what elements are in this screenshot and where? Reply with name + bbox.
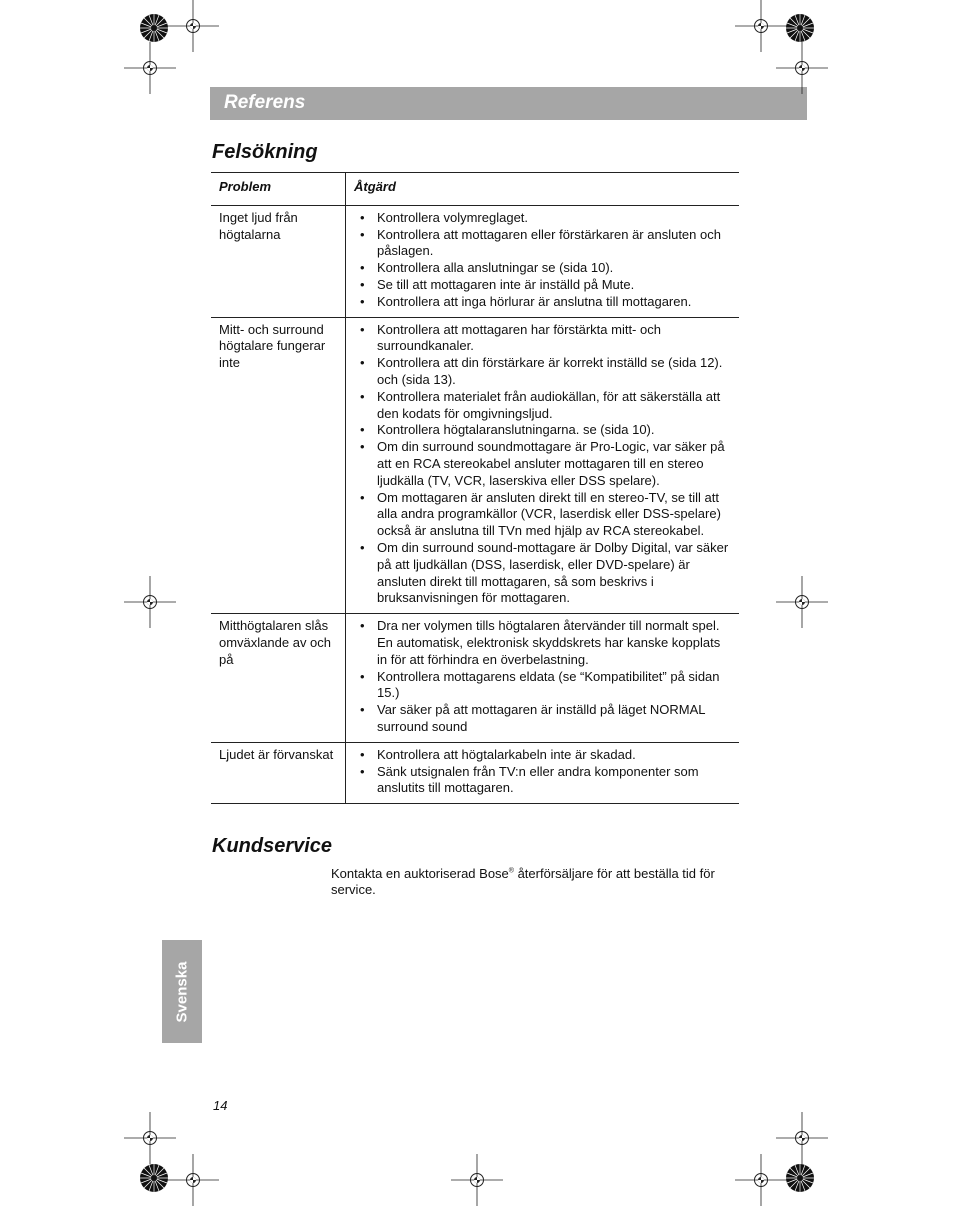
list-item: • Kontrollera att högtalarkabeln inte är skadad.	[360, 747, 731, 764]
list-item: • Kontrollera materialet från audiokällan, för att säkerställa att den kodats för omgivningsljud.	[360, 389, 731, 423]
registration-crosshair-icon	[451, 1154, 503, 1206]
registration-crosshair-icon	[167, 1154, 219, 1206]
list-item: • Kontrollera högtalaranslutningarna. se (sida 10).	[360, 422, 731, 439]
registration-star-icon	[786, 1164, 814, 1192]
list-item: • Dra ner volymen tills högtalaren återvänder till normalt spel. En automatisk, elektronisk skyddskrets har kanske kopplats in för att förhindra en överbelastning.	[360, 618, 731, 668]
registration-crosshair-icon	[776, 1112, 828, 1164]
list-item: • Kontrollera mottagarens eldata (se “Kompatibilitet” på sidan 15.)	[360, 669, 731, 703]
registration-crosshair-icon	[776, 576, 828, 628]
registration-crosshair-icon	[735, 0, 787, 52]
registration-crosshair-icon	[124, 576, 176, 628]
problem-cell: Mitthögtalaren slås omväxlande av och på	[211, 614, 346, 743]
registration-star-icon	[786, 14, 814, 42]
registration-crosshair-icon	[124, 1112, 176, 1164]
list-item: • Om din surround soundmottagare är Pro-Logic, var säker på att en RCA stereokabel ansluter mottagaren till en stereo ljudkälla (TV, VCR, laserskiva eller DSS spelare).	[360, 439, 731, 489]
list-item: • Kontrollera alla anslutningar se (sida 10).	[360, 260, 731, 277]
problem-cell: Inget ljud från högtalarna	[211, 205, 346, 317]
list-item: • Kontrollera volymreglaget.	[360, 210, 731, 227]
registration-crosshair-icon	[167, 0, 219, 52]
customer-service-text-start: Kontakta en auktoriserad Bose	[331, 866, 509, 881]
problem-cell: Ljudet är förvanskat	[211, 742, 346, 803]
list-item: • Se till att mottagaren inte är inställd på Mute.	[360, 277, 731, 294]
registration-star-icon	[140, 14, 168, 42]
language-label: Svenska	[173, 961, 191, 1022]
column-header-action: Åtgärd	[346, 173, 740, 206]
registration-crosshair-icon	[735, 1154, 787, 1206]
registration-crosshair-icon	[124, 42, 176, 94]
troubleshooting-title: Felsökning	[212, 141, 318, 163]
page-number: 14	[213, 1098, 228, 1113]
list-item: • Kontrollera att din förstärkare är korrekt inställd se (sida 12). och (sida 13).	[360, 355, 731, 389]
list-item: • Kontrollera att mottagaren eller förstärkaren är ansluten och påslagen.	[360, 227, 731, 261]
list-item: • Var säker på att mottagaren är inställd på läget NORMAL surround sound	[360, 702, 731, 736]
header-title: Referens	[224, 92, 306, 113]
list-item: • Om mottagaren är ansluten direkt till en stereo-TV, se till att alla andra programkällor (VCR, laserdisk eller DSS-spelare) också är anslutna till TVn med hjälp av RCA stereokabel.	[360, 490, 731, 540]
column-header-problem: Problem	[211, 173, 346, 206]
list-item: • Kontrollera att inga hörlurar är anslutna till mottagaren.	[360, 294, 731, 311]
list-item: • Om din surround sound-mottagare är Dolby Digital, var säker på att ljudkällan (DSS, laserdisk, eller DVD-spelare) är ansluten direkt till mottagaren, så som beskrivs i bruksanvisningen för mottagaren.	[360, 540, 731, 607]
list-item: • Kontrollera att mottagaren har förstärkta mitt- och surroundkanaler.	[360, 322, 731, 356]
customer-service-text-end: återförsäljare för att beställa tid för service.	[331, 866, 715, 897]
customer-service-title: Kundservice	[212, 835, 333, 857]
registration-crosshair-icon	[776, 42, 828, 94]
registered-mark: ®	[508, 867, 514, 875]
problem-cell: Mitt- och surround högtalare fungerar inte	[211, 317, 346, 614]
list-item: • Sänk utsignalen från TV:n eller andra komponenter som anslutits till mottagaren.	[360, 764, 731, 798]
registration-star-icon	[140, 1164, 168, 1192]
